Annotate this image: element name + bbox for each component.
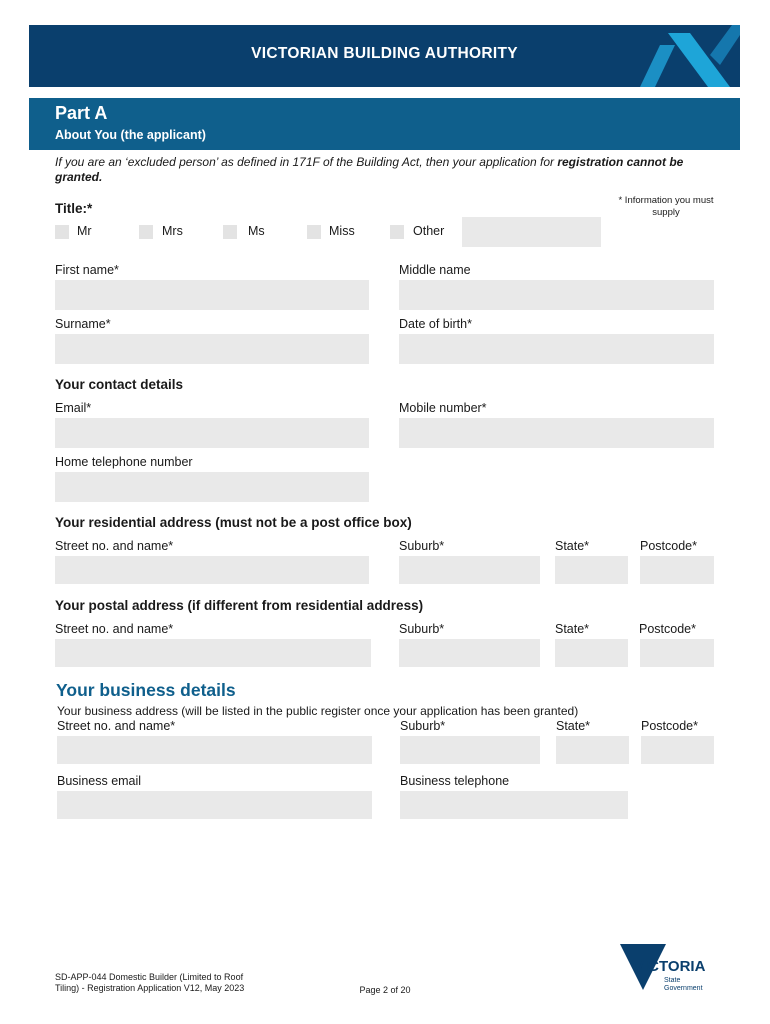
part-band [29, 98, 740, 150]
mobile-label: Mobile number* [399, 401, 487, 415]
res-state-field[interactable] [555, 556, 628, 584]
dob-label: Date of birth* [399, 317, 472, 331]
postal-postcode-field[interactable] [640, 639, 714, 667]
postal-street-label: Street no. and name* [55, 622, 174, 636]
email-label: Email* [55, 401, 92, 415]
option-other-label: Other [413, 224, 445, 238]
header-title: VICTORIAN BUILDING AUTHORITY [251, 45, 518, 62]
residential-heading: Your residential address (must not be a post office box) [55, 515, 412, 530]
email-field[interactable] [55, 418, 369, 448]
checkbox-ms[interactable] [223, 225, 237, 239]
biz-street-label: Street no. and name* [57, 719, 176, 733]
biz-postcode-field[interactable] [641, 736, 714, 764]
biz-suburb-field[interactable] [400, 736, 540, 764]
contact-heading: Your contact details [55, 377, 184, 392]
biz-state-label: State* [556, 719, 591, 733]
option-mr-label: Mr [77, 224, 92, 238]
res-postcode-field[interactable] [640, 556, 714, 584]
res-suburb-label: Suburb* [399, 539, 445, 553]
part-subtitle: About You (the applicant) [55, 128, 206, 142]
postal-state-label: State* [555, 622, 590, 636]
logo-line1: State [664, 977, 681, 984]
checkbox-other[interactable] [390, 225, 404, 239]
footer-doc-ref: SD-APP-044 Domestic Builder (Limited to Roof Tiling) - Registration Application V12, May 2023 [55, 972, 245, 993]
biz-postcode-label: Postcode* [641, 719, 698, 733]
first-name-label: First name* [55, 263, 119, 277]
other-title-field[interactable] [462, 217, 601, 247]
business-address-note: Your business address (will be listed in the public register once your application has been granted) [57, 704, 579, 718]
postal-state-field[interactable] [555, 639, 628, 667]
vba-logo-icon [640, 25, 740, 87]
title-label: Title:* [55, 201, 93, 216]
part-title: Part A [55, 103, 108, 123]
res-postcode-label: Postcode* [640, 539, 697, 553]
home-phone-label: Home telephone number [55, 455, 193, 469]
middle-name-field[interactable] [399, 280, 714, 310]
postal-postcode-label: Postcode* [639, 622, 696, 636]
middle-name-label: Middle name [399, 263, 471, 277]
mobile-field[interactable] [399, 418, 714, 448]
home-phone-field[interactable] [55, 472, 369, 502]
business-heading: Your business details [56, 680, 236, 700]
biz-state-field[interactable] [556, 736, 629, 764]
postal-heading: Your postal address (if different from residential address) [55, 598, 424, 613]
victoria-state-government-logo [620, 944, 720, 1000]
postal-suburb-label: Suburb* [399, 622, 445, 636]
biz-street-field[interactable] [57, 736, 372, 764]
res-state-label: State* [555, 539, 590, 553]
biz-suburb-label: Suburb* [400, 719, 446, 733]
res-street-field[interactable] [55, 556, 369, 584]
required-info-note: * Information you must supply [618, 195, 714, 218]
option-ms-label: Ms [248, 224, 265, 238]
biz-phone-label: Business telephone [400, 774, 510, 788]
postal-street-field[interactable] [55, 639, 371, 667]
option-miss-label: Miss [329, 224, 355, 238]
logo-word: VICTORIA [634, 958, 706, 975]
dob-field[interactable] [399, 334, 714, 364]
res-street-label: Street no. and name* [55, 539, 174, 553]
biz-email-field[interactable] [57, 791, 372, 819]
first-name-field[interactable] [55, 280, 369, 310]
checkbox-mrs[interactable] [139, 225, 153, 239]
option-mrs-label: Mrs [162, 224, 183, 238]
checkbox-miss[interactable] [307, 225, 321, 239]
logo-line2: Government [664, 985, 703, 992]
res-suburb-field[interactable] [399, 556, 540, 584]
postal-suburb-field[interactable] [399, 639, 540, 667]
footer-page-number: Page 2 of 20 [359, 985, 411, 995]
biz-phone-field[interactable] [400, 791, 628, 819]
surname-field[interactable] [55, 334, 369, 364]
excluded-person-note: If you are an ‘excluded person’ as defined in 171F of the Building Act, then your application for registration cannot be granted. [55, 155, 684, 184]
checkbox-mr[interactable] [55, 225, 69, 239]
biz-email-label: Business email [57, 774, 142, 788]
surname-label: Surname* [55, 317, 111, 331]
